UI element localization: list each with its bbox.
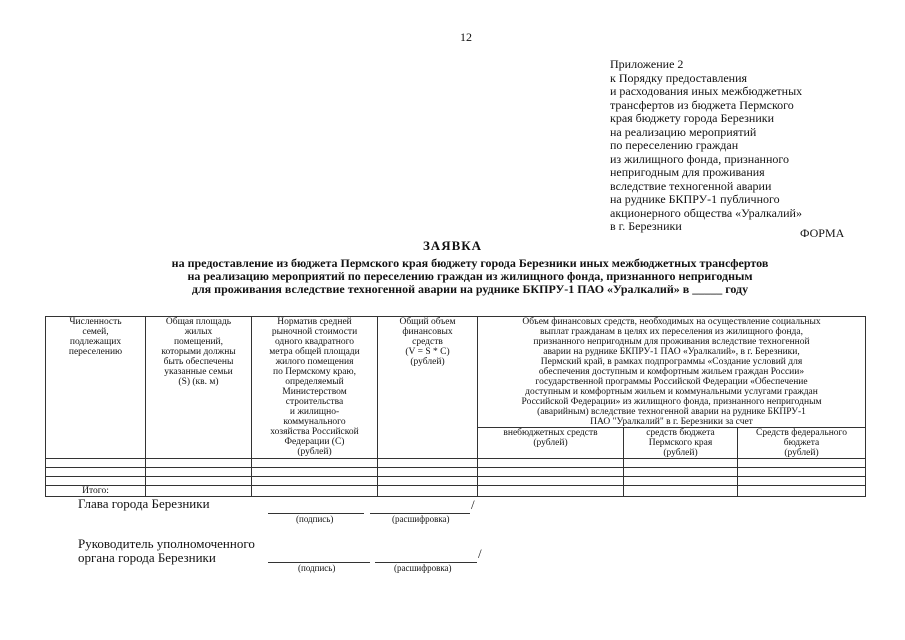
table-cell — [378, 468, 478, 477]
header-line: (аварийным) вследствие техногенной аварии на руднике БКПРУ-1 — [537, 407, 806, 417]
header-extrabudgetary — [478, 428, 624, 459]
manager-separator: / — [478, 546, 482, 561]
table-cell — [738, 459, 866, 468]
header-line: аварии на руднике БКПРУ-1 ПАО «Уралкалий», в г. Березники, — [543, 347, 800, 357]
header-line: Общая площадь — [165, 317, 232, 327]
table-cell — [478, 459, 624, 468]
header-line: быть обеспечены — [163, 357, 234, 367]
header-line: Норматив средней — [277, 317, 352, 327]
head-separator: / — [471, 497, 475, 512]
header-federal-budget — [738, 428, 866, 459]
manager-caption-decode: (расшифровка) — [394, 563, 452, 573]
header-line: средств бюджета — [646, 428, 715, 438]
header-line: Численность — [69, 317, 122, 327]
table-row — [46, 477, 866, 486]
appendix-line: трансфертов из бюджета Пермского — [610, 97, 794, 112]
header-line: рыночной стоимости — [271, 327, 358, 337]
table-cell — [252, 486, 378, 497]
appendix-line: и расходования иных межбюджетных — [610, 84, 803, 98]
table-cell — [46, 477, 146, 486]
table-cell — [738, 486, 866, 497]
header-line: хозяйства Российской — [270, 427, 359, 437]
header-line: строительства — [285, 397, 344, 407]
header-cost-norm — [252, 317, 378, 459]
appendix-note — [610, 58, 870, 234]
document-subtitle — [60, 257, 880, 296]
subtitle-line: на реализацию мероприятий по переселению граждан из жилищного фонда, признанного непригодным — [187, 269, 753, 283]
header-funding-volume — [478, 317, 866, 428]
appendix-line: на руднике БКПРУ-1 публичного — [610, 192, 780, 206]
header-total-area — [146, 317, 252, 459]
table-cell — [146, 468, 252, 477]
header-line: по Пермскому краю, — [272, 367, 356, 377]
header-line: (рублей) — [410, 357, 445, 367]
header-line: доступным и комфортным жильем и коммунальными услугами граждан — [525, 387, 818, 397]
table-cell — [478, 477, 624, 486]
table-cell — [624, 486, 738, 497]
table-cell — [46, 459, 146, 468]
table-cell — [378, 477, 478, 486]
table-cell — [624, 459, 738, 468]
appendix-line: вследствие техногенной аварии — [610, 178, 772, 193]
header-line: средств — [412, 337, 443, 347]
table-cell — [146, 459, 252, 468]
head-caption-decode: (расшифровка) — [392, 514, 450, 524]
header-row — [46, 317, 866, 428]
table-cell — [624, 477, 738, 486]
header-line: Федерации (C) — [284, 437, 345, 447]
header-line: помещений, — [173, 337, 224, 347]
header-line: указанные семьи — [164, 367, 233, 377]
appendix-line: акционерного общества «Уралкалий» — [610, 205, 802, 220]
header-line: Пермский край, в рамках подпрограммы «Создание условий для — [540, 357, 803, 367]
manager-label-line: Руководитель уполномоченного — [78, 536, 255, 551]
header-line: бюджета — [783, 438, 820, 448]
appendix-line: из жилищного фонда, признанного — [610, 151, 789, 166]
table-row — [46, 459, 866, 468]
document-title: ЗАЯВКА — [422, 238, 483, 253]
subtitle-line: для проживания вследствие техногенной аварии на руднике БКПРУ-1 ПАО «Уралкалий» в _____ году — [191, 282, 749, 296]
appendix-line: в г. Березники — [610, 219, 682, 233]
header-line: государственной программы Российской Федерации «Обеспечение — [535, 377, 808, 387]
table-row — [46, 468, 866, 477]
manager-caption-sign: (подпись) — [298, 563, 336, 573]
header-line: определяемый — [285, 377, 344, 387]
header-line: и жилищно- — [289, 407, 340, 417]
header-line: Российской Федерации» из жилищного фонда, признанного непригодным — [521, 397, 822, 407]
header-line: (рублей) — [297, 447, 332, 457]
head-caption-sign: (подпись) — [296, 514, 334, 524]
header-line: Объем финансовых средств, необходимых на осуществление социальных — [522, 317, 821, 327]
table-cell — [738, 468, 866, 477]
header-line: коммунального — [283, 417, 346, 427]
table-cell — [624, 468, 738, 477]
appendix-line: непригодным для проживания — [610, 165, 765, 179]
header-line: (рублей) — [533, 438, 568, 448]
appendix-line: на реализацию мероприятий — [610, 124, 757, 139]
header-line: Средств федерального — [756, 428, 847, 438]
table-cell — [146, 477, 252, 486]
header-line: одного квадратного — [274, 337, 355, 347]
header-line: внебюджетных средств — [503, 428, 598, 438]
header-line: жилых — [184, 327, 213, 337]
header-line: (рублей) — [784, 448, 819, 458]
table-cell — [378, 486, 478, 497]
appendix-line: края бюджету города Березники — [610, 111, 775, 125]
manager-signature-label — [78, 537, 255, 565]
header-families-count — [46, 317, 146, 459]
header-line: семей, — [82, 327, 109, 337]
header-line: признанного непригодным для проживания вследствие техногенной — [533, 337, 810, 347]
appendix-line: к Порядку предоставления — [610, 70, 748, 85]
table-cell — [378, 459, 478, 468]
total-label: Итого: — [46, 486, 146, 497]
appendix-line: по переселению граждан — [610, 138, 739, 152]
table-cell — [146, 486, 252, 497]
request-table — [45, 316, 866, 497]
subtitle-line: на предоставление из бюджета Пермского края бюджету города Березники иных межбюджетных трансфертов — [171, 256, 769, 270]
table-cell — [46, 468, 146, 477]
header-line: Министерством — [282, 387, 347, 397]
header-total-volume — [378, 317, 478, 459]
header-line: жилого помещения — [275, 357, 354, 367]
header-line: обеспечения доступным и комфортным жильем граждан России» — [538, 367, 805, 377]
table-cell — [738, 477, 866, 486]
manager-label-line: органа города Березники — [78, 550, 216, 565]
table-cell — [478, 468, 624, 477]
head-signature-label: Глава города Березники — [78, 496, 210, 511]
page-number: 12 — [460, 30, 472, 44]
table-cell — [478, 486, 624, 497]
total-row — [46, 486, 866, 497]
header-regional-budget — [624, 428, 738, 459]
header-line: (V = S * C) — [405, 347, 450, 357]
table-cell — [252, 459, 378, 468]
header-line: переселению — [68, 347, 123, 357]
header-line: (рублей) — [663, 448, 698, 458]
header-line: выплат гражданам в целях их переселения из жилищного фонда, — [540, 327, 803, 337]
table-cell — [252, 477, 378, 486]
form-label: ФОРМА — [800, 226, 845, 240]
table-cell — [252, 468, 378, 477]
header-line: которыми должны — [161, 347, 236, 357]
header-line: финансовых — [402, 327, 453, 337]
header-line: (S) (кв. м) — [178, 377, 219, 387]
header-line: Пермского края — [648, 438, 713, 448]
header-line: метра общей площади — [269, 347, 360, 357]
header-line: Общий объем — [399, 317, 456, 327]
appendix-line: Приложение 2 — [610, 57, 684, 71]
header-line: подлежащих — [69, 337, 122, 347]
header-line: ПАО "Уралкалий" в г. Березники за счет — [590, 417, 753, 427]
